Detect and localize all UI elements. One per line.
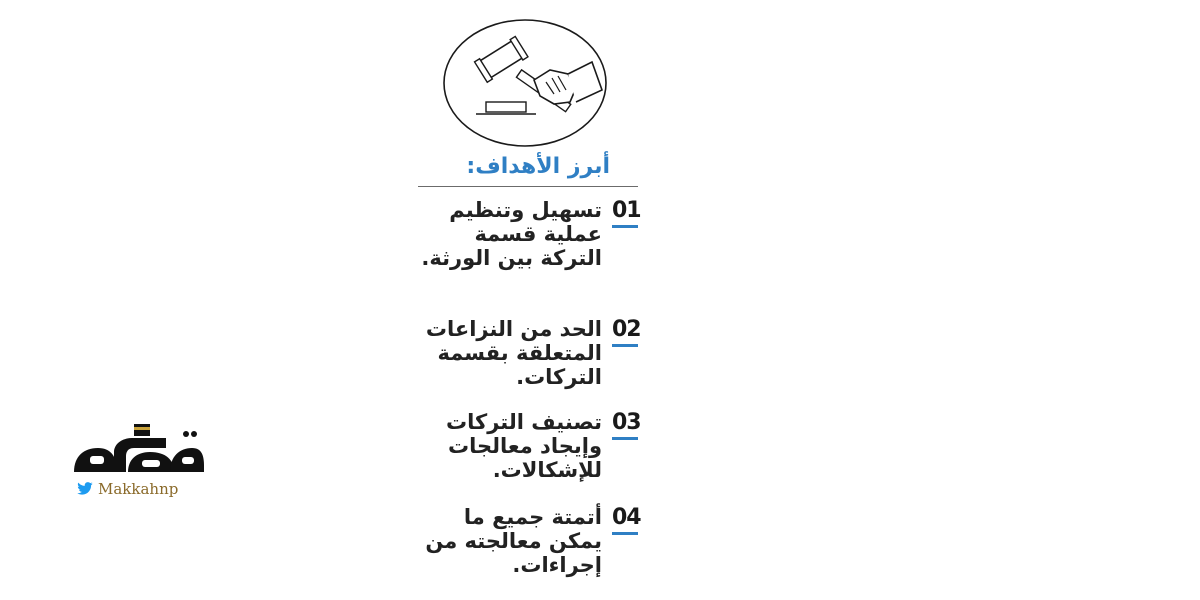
goal-number-underline (612, 532, 638, 535)
gavel-hand-icon (442, 18, 608, 148)
goals-heading: أبرز الأهداف: (466, 154, 610, 179)
goal-text: الحد من النزاعات المتعلقة بقسمة التركات. (425, 317, 602, 389)
goal-text: أتمتة جميع ما يمكن معالجته من إجراءات. (425, 505, 602, 577)
goal-number: 04 (612, 505, 641, 530)
heading-divider (418, 186, 638, 187)
goal-text: تسهيل وتنظيم عملية قسمة التركة بين الورثة. (421, 198, 602, 270)
twitter-handle-text: Makkahnp (98, 480, 179, 498)
goal-number: 02 (612, 317, 641, 342)
twitter-handle[interactable] (76, 480, 178, 498)
goal-number: 01 (612, 198, 641, 223)
goal-number-underline (612, 437, 638, 440)
makkah-wordmark-icon (70, 422, 206, 478)
goal-number-underline (612, 344, 638, 347)
goal-number-underline (612, 225, 638, 228)
goal-number: 03 (612, 410, 641, 435)
twitter-bird-icon (76, 482, 94, 496)
goal-text: تصنيف التركات وإيجاد معالجات للإشكالات. (446, 410, 602, 482)
